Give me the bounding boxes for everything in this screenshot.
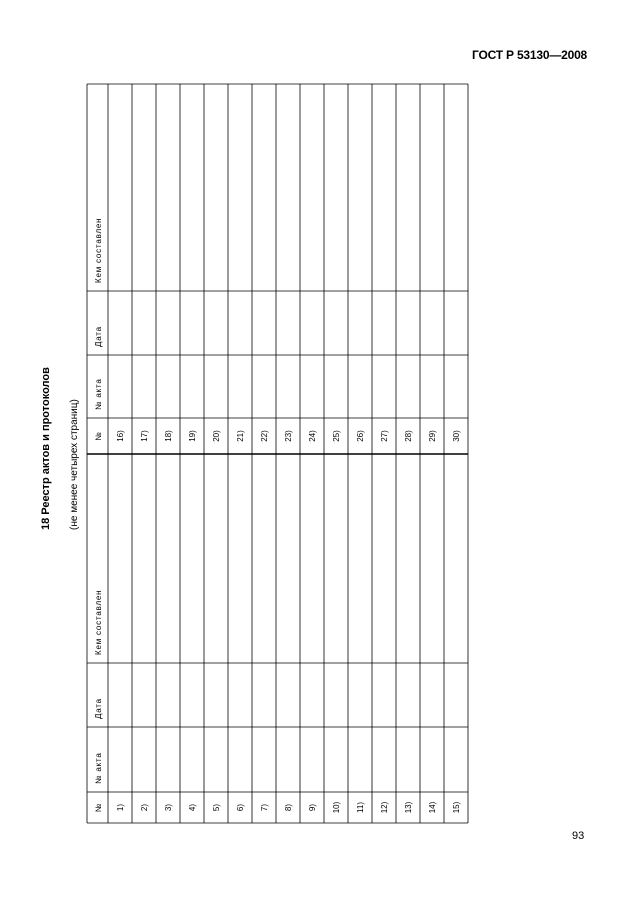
row-number-label: 8) <box>284 803 293 812</box>
row-number-label: 15) <box>452 801 461 814</box>
row-number-label: 11) <box>356 802 365 813</box>
row-number-label: 6) <box>236 803 245 812</box>
row-number-label: 13) <box>404 801 413 814</box>
col-number-header: № <box>94 431 103 441</box>
page-number: 93 <box>572 830 585 842</box>
row-number-label: 10) <box>332 801 341 814</box>
row-number-label: 29) <box>428 430 437 442</box>
col-act-number-header: № акта <box>94 752 103 784</box>
row-number-label: 20) <box>212 430 221 442</box>
row-number-label: 22) <box>260 430 269 442</box>
row-number-label: 25) <box>332 430 341 442</box>
row-number-label: 14) <box>428 801 437 814</box>
col-author-header: Кем составлен <box>94 217 103 283</box>
row-number-label: 2) <box>140 803 149 812</box>
row-number-label: 26) <box>356 430 365 442</box>
row-number-label: 28) <box>404 430 413 442</box>
standard-number: ГОСТ Р 53130—2008 <box>472 48 588 62</box>
row-number-label: 23) <box>284 430 293 442</box>
row-number-label: 12) <box>380 801 389 814</box>
row-number-label: 19) <box>188 430 197 442</box>
section-title: 18 Реестр актов и протоколов <box>40 367 52 530</box>
row-number-label: 30) <box>452 430 461 442</box>
row-number-label: 1) <box>116 803 125 812</box>
row-number-label: 16) <box>116 430 125 442</box>
row-number-label: 4) <box>188 803 197 812</box>
col-date-header: Дата <box>94 698 103 719</box>
row-number-label: 27) <box>380 430 389 442</box>
row-number-label: 21) <box>236 430 245 442</box>
col-date-header: Дата <box>94 326 103 347</box>
row-number-label: 3) <box>164 803 173 812</box>
col-number-header: № <box>94 802 103 813</box>
row-number-label: 24) <box>308 430 317 442</box>
col-author-header: Кем составлен <box>94 589 103 655</box>
section-subtitle: (не менее четырех страниц) <box>69 399 80 530</box>
row-number-label: 9) <box>308 803 317 812</box>
col-act-number-header: № акта <box>94 378 103 410</box>
row-number-label: 18) <box>164 430 173 442</box>
row-number-label: 17) <box>140 430 149 442</box>
row-number-label: 7) <box>260 803 269 812</box>
row-number-label: 5) <box>212 803 221 812</box>
